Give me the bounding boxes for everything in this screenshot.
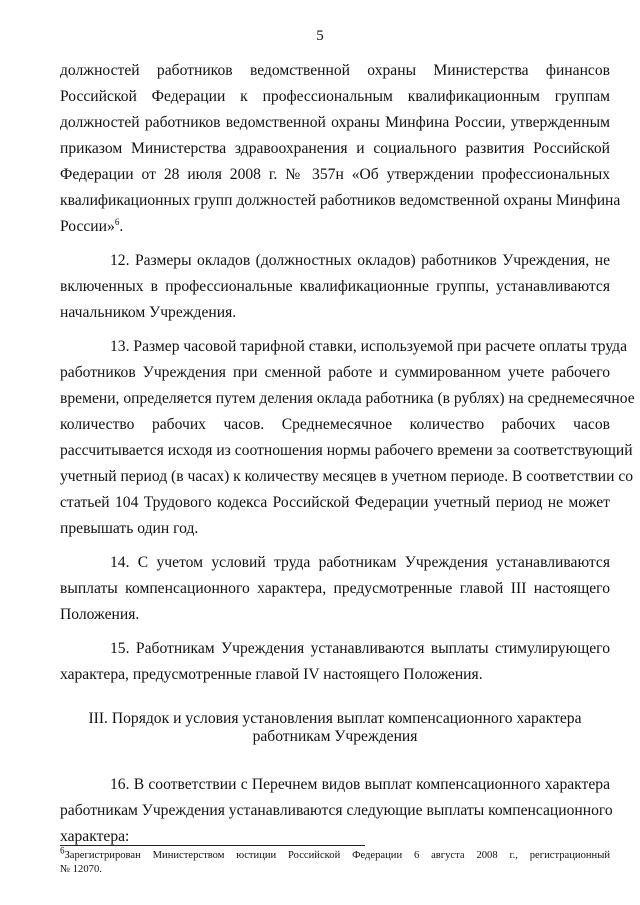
text-line: характера, предусмотренные главой IV настоящего Положения.: [60, 666, 483, 683]
document-body: [60, 58, 635, 858]
footnote-line: [60, 845, 610, 863]
text-line: 14. С учетом условий труда работникам Учреждения устанавливаются: [110, 554, 610, 571]
section-heading: [60, 710, 610, 746]
text-line: начальником Учреждения.: [60, 304, 237, 321]
footnote-marker: 6: [60, 845, 65, 856]
text-line-content: России»: [60, 218, 115, 235]
text-line: превышать один год.: [60, 520, 199, 537]
paragraph-15: [60, 636, 610, 688]
text-line: рассчитывается исходя из соотношения нормы рабочего времени за соответствующий: [60, 442, 633, 459]
text-line: статьей 104 Трудового кодекса Российской Федерации учетный период не может: [60, 494, 610, 511]
paragraph-12: [60, 248, 610, 326]
paragraph-16: [60, 772, 613, 850]
text-line: квалификационных групп должностей работников ведомственной охраны Минфина: [60, 192, 621, 209]
text-line: работников Учреждения при сменной работе и суммированном учете рабочего: [60, 364, 610, 381]
paragraph-13: [60, 334, 635, 542]
text-line: выплаты компенсационного характера, предусмотренные главой III настоящего: [60, 580, 610, 597]
text-line: Положения.: [60, 606, 140, 623]
text-line: приказом Министерства здравоохранения и социального развития Российской: [60, 140, 610, 157]
text-line: должностей работников ведомственной охраны Министерства финансов: [60, 62, 610, 79]
page-number: 5: [316, 28, 324, 44]
footnote-reference: 6: [114, 216, 120, 227]
text-line: Федерации от 28 июля 2008 г. № 357н «Об утверждении профессиональных: [60, 166, 610, 183]
paragraph-11-continuation: [60, 58, 621, 240]
paragraph-14: [60, 550, 610, 628]
text-line: количество рабочих часов. Среднемесячное количество рабочих часов: [60, 416, 610, 433]
section-heading-line: III. Порядок и условия установления выплат компенсационного характера: [88, 710, 582, 727]
text-line: учетный период (в часах) к количеству месяцев в учетном периоде. В соответствии со: [60, 468, 634, 485]
text-line: 16. В соответствии с Перечнем видов выплат компенсационного характера: [110, 776, 610, 793]
text-line: характера:: [60, 828, 130, 845]
text-line: включенных в профессиональные квалификационные группы, устанавливаются: [60, 278, 610, 295]
text-line: работникам Учреждения устанавливаются следующие выплаты компенсационного: [60, 802, 613, 819]
text-line: времени, определяется путем деления оклада работника (в рублях) на среднемесячное: [60, 390, 635, 407]
footnote-divider: [60, 845, 365, 846]
text-line: 15. Работникам Учреждения устанавливаются выплаты стимулирующего: [110, 640, 610, 657]
footnote-text: Зарегистрирован Министерством юстиции Российской Федерации 6 августа 2008 г., регистрационный: [64, 850, 610, 861]
text-line-tail: .: [119, 218, 124, 235]
text-line: [60, 214, 610, 240]
text-line: Российской Федерации к профессиональным квалификационным группам: [60, 88, 610, 105]
footnote: [60, 845, 610, 877]
text-line: 12. Размеры окладов (должностных окладов) работников Учреждения, не: [110, 252, 610, 269]
text-line: 13. Размер часовой тарифной ставки, используемой при расчете оплаты труда: [110, 338, 628, 355]
section-heading-line: работникам Учреждения: [252, 728, 418, 745]
text-line: должностей работников ведомственной охраны Минфина России, утвержденным: [60, 114, 610, 131]
footnote-line: № 12070.: [60, 864, 102, 875]
